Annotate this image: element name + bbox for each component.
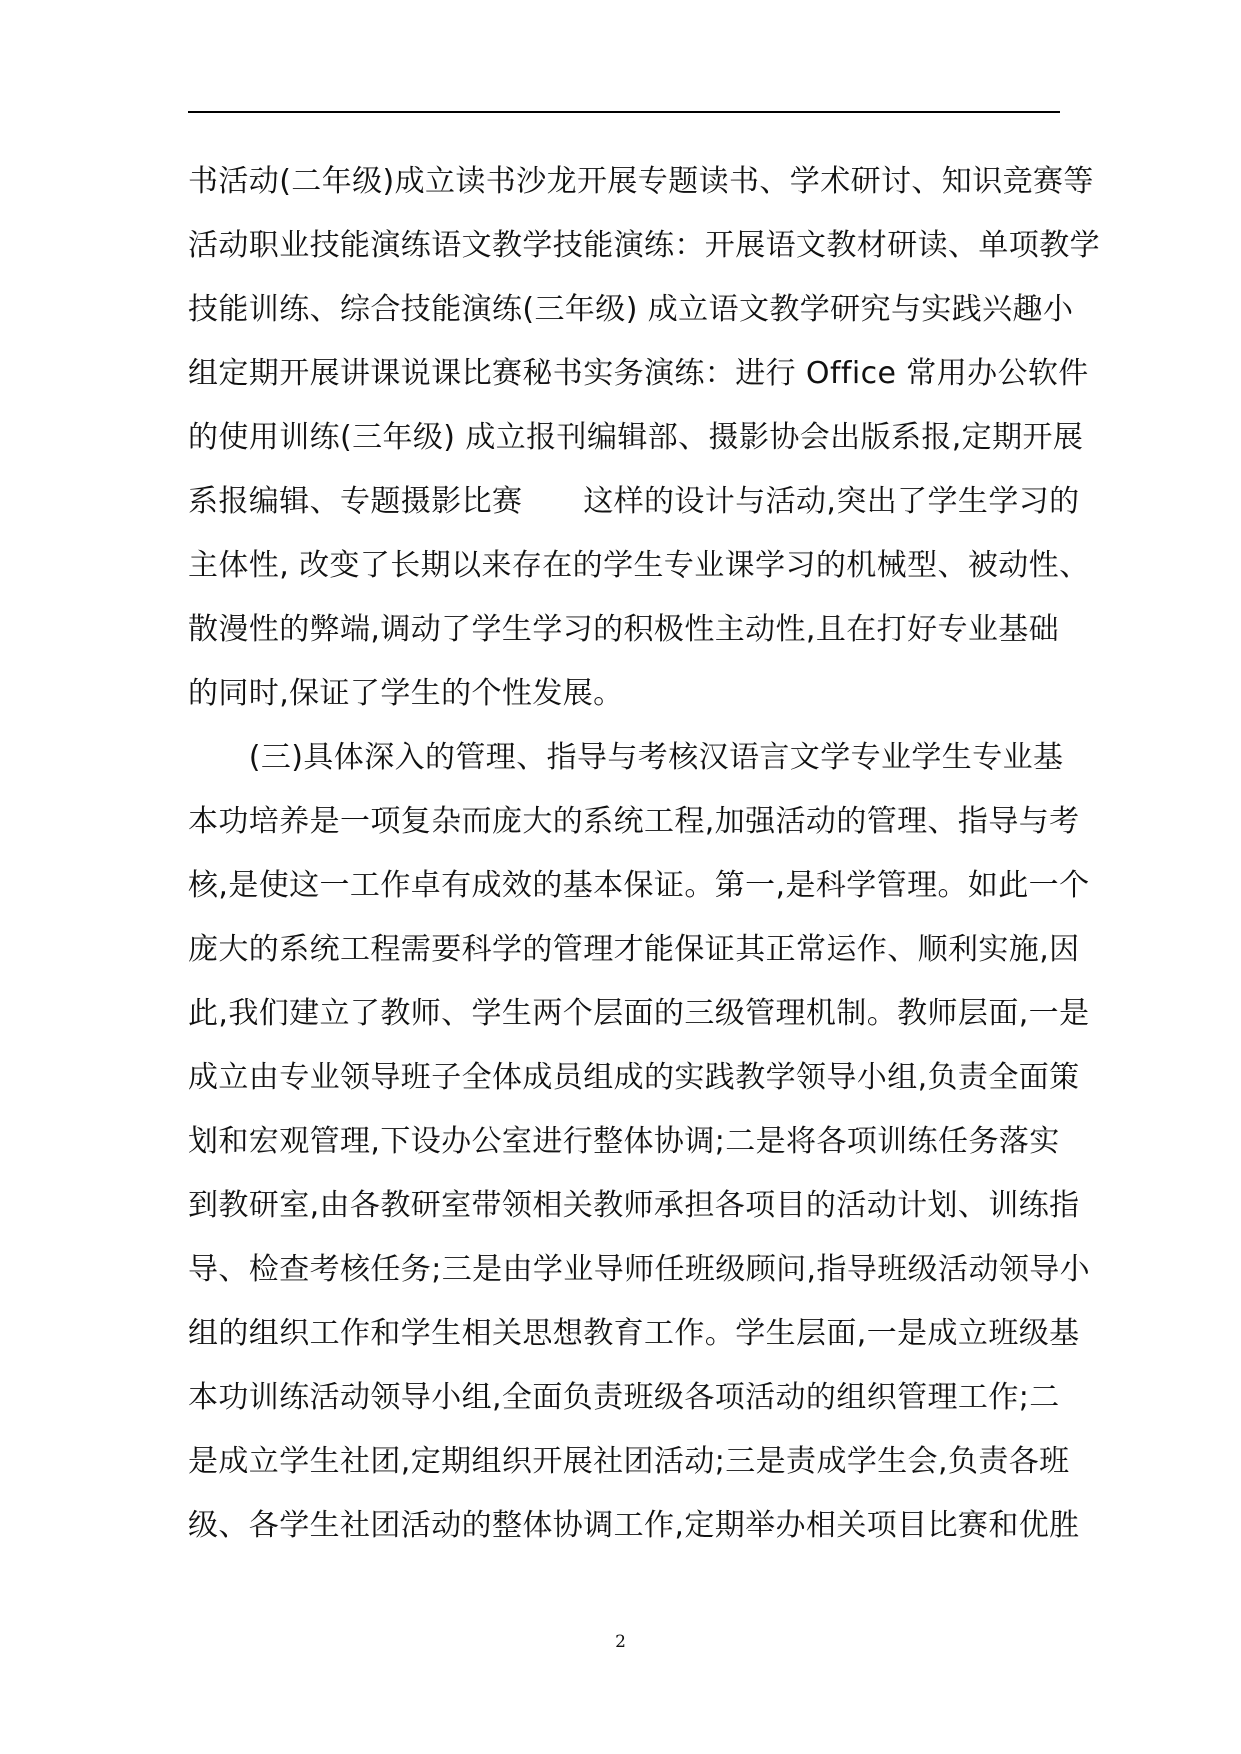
text-line: 划和宏观管理,下设办公室进行整体协调;二是将各项训练任务落实	[188, 1124, 1060, 1159]
text-line: 散漫性的弊端,调动了学生学习的积极性主动性,且在打好专业基础	[188, 612, 1060, 647]
text-line: 到教研室,由各教研室带领相关教师承担各项目的活动计划、训练指	[188, 1188, 1080, 1223]
text-line: 书活动(二年级)成立读书沙龙开展专题读书、学术研讨、知识竞赛等	[188, 164, 1094, 199]
text-line: 核,是使这一工作卓有成效的基本保证。第一,是科学管理。如此一个	[188, 868, 1090, 903]
header-rule	[188, 111, 1060, 113]
text-line: 组的组织工作和学生相关思想教育工作。学生层面,一是成立班级基	[188, 1316, 1080, 1351]
text-line: 成立由专业领导班子全体成员组成的实践教学领导小组,负责全面策	[188, 1060, 1080, 1095]
text-line: 技能训练、综合技能演练(三年级) 成立语文教学研究与实践兴趣小	[188, 292, 1074, 327]
text-line: 本功培养是一项复杂而庞大的系统工程,加强活动的管理、指导与考	[188, 804, 1080, 839]
text-line: 系报编辑、专题摄影比赛 这样的设计与活动,突出了学生学习的	[188, 484, 1080, 519]
text-line: 本功训练活动领导小组,全面负责班级各项活动的组织管理工作;二	[188, 1380, 1060, 1415]
text-line: 的同时,保证了学生的个性发展。	[188, 676, 624, 711]
text-line: 此,我们建立了教师、学生两个层面的三级管理机制。教师层面,一是	[188, 996, 1090, 1031]
text-line: 的使用训练(三年级) 成立报刊编辑部、摄影协会出版系报,定期开展	[188, 420, 1084, 455]
page-number: 2	[615, 1632, 626, 1652]
text-line: 组定期开展讲课说课比赛秘书实务演练：进行 Office 常用办公软件	[188, 356, 1089, 391]
text-line: 是成立学生社团,定期组织开展社团活动;三是责成学生会,负责各班	[188, 1444, 1070, 1479]
text-line: 庞大的系统工程需要科学的管理才能保证其正常运作、顺利实施,因	[188, 932, 1080, 967]
text-line: 导、检查考核任务;三是由学业导师任班级顾问,指导班级活动领导小	[188, 1252, 1091, 1287]
text-line: 活动职业技能演练语文教学技能演练：开展语文教材研读、单项教学	[188, 228, 1100, 263]
text-line: 级、各学生社团活动的整体协调工作,定期举办相关项目比赛和优胜	[188, 1508, 1080, 1543]
text-line: 主体性, 改变了长期以来存在的学生专业课学习的机械型、被动性、	[188, 548, 1090, 583]
paragraph-start-line: (三)具体深入的管理、指导与考核汉语言文学专业学生专业基	[188, 740, 1064, 775]
